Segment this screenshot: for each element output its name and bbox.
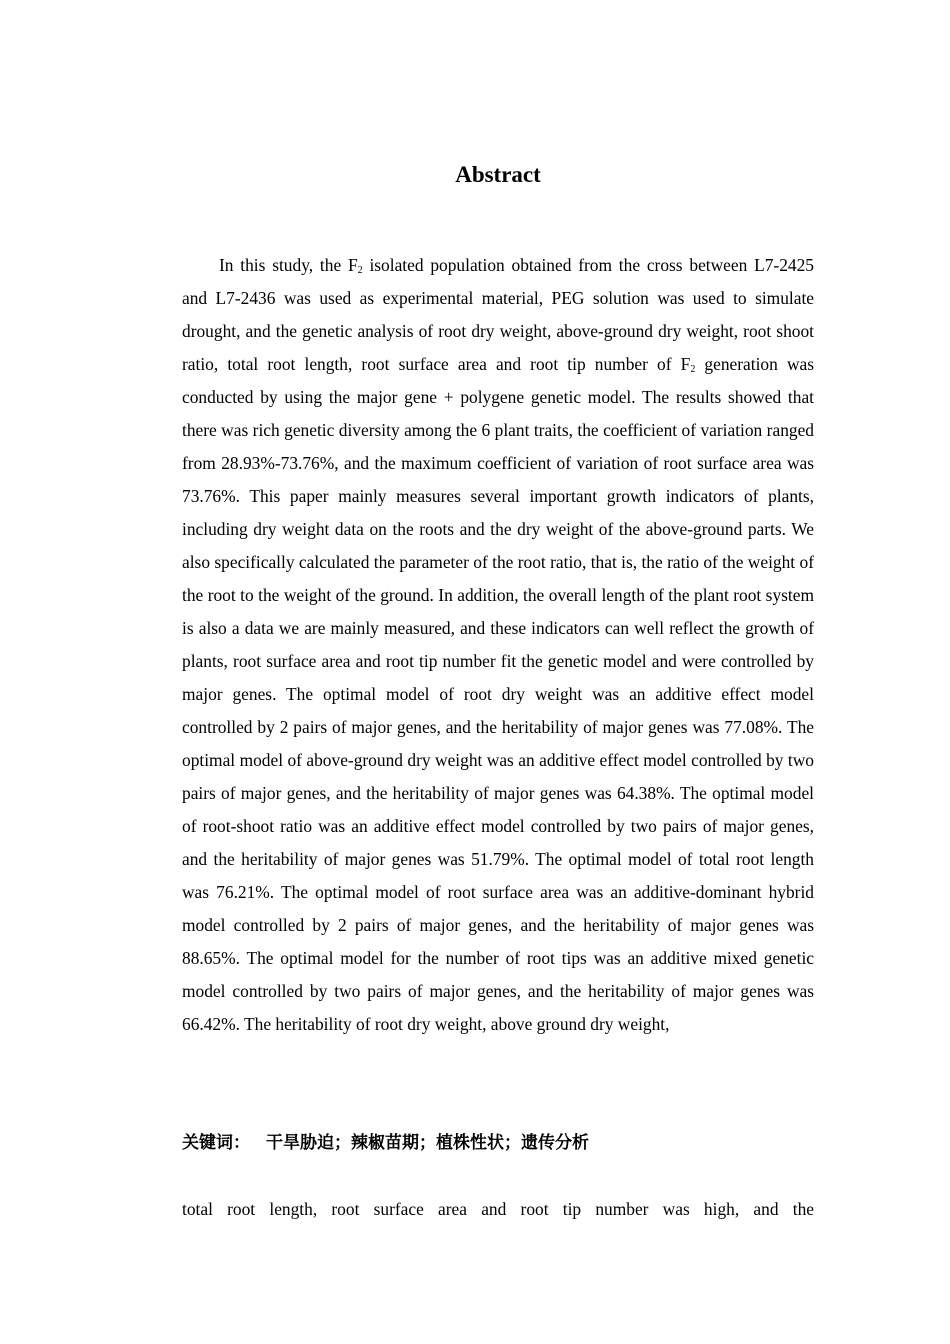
abstract-text-part-3: generation was conducted by using the major gene + polygene genetic model. The results showed that there was rich genetic diversity among the 6 plant traits, the coefficient of variation ranged from 28.93%-73.76%, and the maximum coefficient of variation of root surface area was 73.76%. This paper mainly measures several important growth indicators of plants, including dry weight data on the roots and the dry weight of the above-ground parts. We also specifically calculated the parameter of the root ratio, that is, the ratio of the weight of the root to the weight of the ground. In addition, the overall length of the plant root system is also a data we are mainly measured, and these indicators can well reflect the growth of plants, root surface area and root tip number fit the genetic model and were controlled by major genes. The optimal model of root dry weight was an additive effect model controlled by 2 pairs of major genes, and the heritability of major genes was 77.08%. The optimal model of above-ground dry weight was an additive effect model controlled by two pairs of major genes, and the heritability of major genes was 64.38%. The optimal model of root-shoot ratio was an additive effect model controlled by two pairs of major genes, and the heritability of major genes was 51.79%. The optimal model of total root length was 76.21%. The optimal model of root surface area was an additive-dominant hybrid model controlled by 2 pairs of major genes, and the heritability of major genes was 88.65%. The optimal model for the number of root tips was an additive mixed genetic model controlled by two pairs of major genes, and the heritability of major genes was 66.42%. The heritability of root dry weight, above ground dry weight, xyxy=(182,354,814,1034)
continuation-text: total root length, root surface area and root tip number was high, and the xyxy=(182,1199,814,1219)
keywords-line xyxy=(182,1127,814,1159)
subscript-2: 2 xyxy=(357,265,363,276)
keywords-terms: 干旱胁迫；辣椒苗期；植株性状；遗传分析 xyxy=(266,1133,589,1153)
abstract-text-part-1: In this study, the F xyxy=(219,255,358,275)
abstract-text-part-2: isolated population obtained from the cross between L7-2425 and L7-2436 was used as experimental material, PEG solution was used to simulate drought, and the genetic analysis of root dry weight, above-ground dry weight, root shoot ratio, total root length, root surface area and root tip number of F xyxy=(182,255,815,374)
subscript-2: 2 xyxy=(690,364,696,375)
abstract-paragraph xyxy=(182,249,814,1041)
keywords-label: 关键词： xyxy=(182,1133,250,1153)
abstract-title: Abstract xyxy=(455,162,541,187)
